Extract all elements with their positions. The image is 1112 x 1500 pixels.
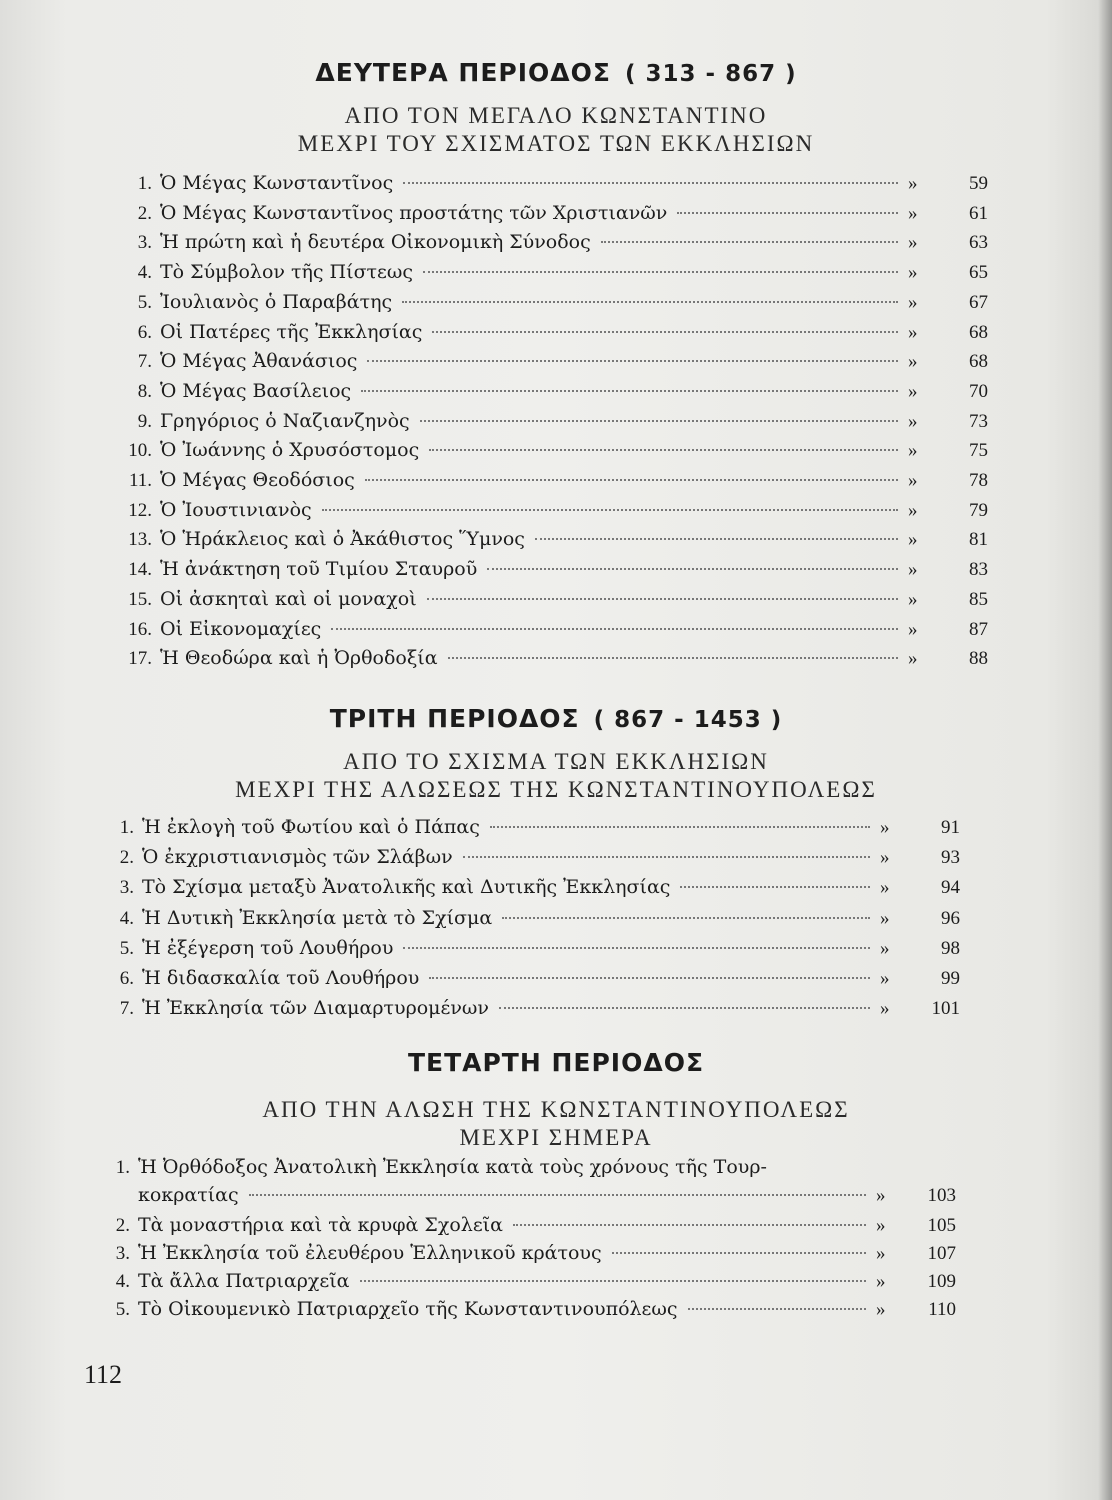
leader-dots [420,420,898,422]
entry-number: 17. [128,648,152,669]
ditto-mark: » [908,440,918,461]
leader-dots [487,568,898,570]
subtitle-line: ΑΠΟ ΤΗΝ ΑΛΩΣΗ ΤΗΣ ΚΩΝΣΤΑΝΤΙΝΟΥΠΟΛΕΩΣ [262,1097,850,1122]
period-subtitle [0,1096,1112,1152]
entry-title: Ὁ Ἡράκλειος καὶ ὁ Ἀκάθιστος Ὕμνος [160,528,525,550]
entry-number: 2. [115,1215,130,1236]
toc-entry [118,202,988,232]
period-title [0,58,1112,87]
entry-title: Ἡ Ἐκκλησία τῶν Διαμαρτυρομένων [142,997,489,1019]
ditto-mark: » [880,847,890,868]
leader-dots [403,947,870,949]
entry-page: 79 [969,500,988,521]
entry-number: 3. [115,1243,130,1264]
toc-entry [100,876,960,906]
entry-number: 14. [128,559,152,580]
entry-number: 7. [137,351,152,372]
ditto-mark: » [880,908,890,929]
leader-dots [331,628,898,630]
entry-number: 4. [137,262,152,283]
leader-dots [612,1252,866,1254]
entry-title: Ἡ Ὀρθόδοξος Ἀνατολικὴ Ἐκκλησία κατὰ τοὺς χρόνους τῆς Τουρ- [138,1156,767,1178]
toc-entry [118,321,988,351]
toc-entry [96,1156,856,1186]
leader-dots [403,182,898,184]
ditto-mark: » [880,968,890,989]
entry-page: 61 [969,203,988,224]
leader-dots [535,538,898,540]
toc-entry [96,1184,956,1214]
ditto-mark: » [908,351,918,372]
leader-dots [502,917,870,919]
leader-dots [423,271,898,273]
leader-dots [322,509,898,511]
entry-number: 15. [128,589,152,610]
entry-number: 1. [115,1157,130,1178]
toc-entry [100,907,960,937]
entry-page: 78 [969,470,988,491]
leader-dots [429,449,898,451]
ditto-mark: » [880,817,890,838]
entry-number: 5. [115,1299,130,1320]
ditto-mark: » [908,292,918,313]
toc-entry [118,410,988,440]
subtitle-line: ΑΠΟ ΤΟ ΣΧΙΣΜΑ ΤΩΝ ΕΚΚΛΗΣΙΩΝ [343,749,769,774]
entry-number: 3. [119,877,134,898]
ditto-mark: » [908,500,918,521]
entry-page: 87 [969,619,988,640]
entry-number: 6. [137,322,152,343]
period-title-text: ΤΕΤΑΡΤΗ ΠΕΡΙΟΔΟΣ [407,1048,705,1077]
leader-dots [601,241,898,243]
leader-dots [432,331,898,333]
entry-page: 110 [928,1299,956,1320]
period-range: ( 867 - 1453 ) [593,707,783,733]
entry-title-continued: κοκρατίας [138,1184,239,1206]
entry-page: 81 [969,529,988,550]
entry-title: Τὸ Σύμβολον τῆς Πίστεως [160,261,414,283]
ditto-mark: » [908,529,918,550]
entry-title: Ἰουλιανὸς ὁ Παραβάτης [160,291,393,313]
ditto-mark: » [908,381,918,402]
ditto-mark: » [908,648,918,669]
entry-title: Ἡ πρώτη καὶ ἡ δευτέρα Οἰκονομικὴ Σύνοδος [160,231,591,253]
ditto-mark: » [908,173,918,194]
entry-page: 93 [941,847,960,868]
leader-dots [677,212,898,214]
toc-entry [96,1242,956,1272]
entry-number: 4. [115,1271,130,1292]
leader-dots [490,826,870,828]
toc-entry [118,558,988,588]
subtitle-line: ΜΕΧΡΙ ΤΟΥ ΣΧΙΣΜΑΤΟΣ ΤΩΝ ΕΚΚΛΗΣΙΩΝ [297,131,815,156]
entry-page: 101 [931,998,960,1019]
toc-entry [118,618,988,648]
entry-number: 8. [137,381,152,402]
period-title-text: ΤΡΙΤΗ ΠΕΡΙΟΔΟΣ [329,704,580,733]
leader-dots [365,479,898,481]
entry-title: Ἡ ἐκλογὴ τοῦ Φωτίου καὶ ὁ Πάπας [142,816,480,838]
entry-page: 109 [927,1271,956,1292]
page-number: 112 [84,1360,123,1389]
toc-entry [118,588,988,618]
leader-dots [249,1194,866,1196]
entry-page: 91 [941,817,960,838]
entry-number: 2. [119,847,134,868]
period-title-text: ΔΕΥΤΕΡΑ ΠΕΡΙΟΔΟΣ [315,58,611,87]
ditto-mark: » [908,322,918,343]
entry-number: 5. [119,938,134,959]
ditto-mark: » [876,1185,886,1206]
leader-dots [429,977,870,979]
ditto-mark: » [908,619,918,640]
entry-number: 1. [119,817,134,838]
toc-entry [96,1298,956,1328]
entry-page: 75 [969,440,988,461]
entry-number: 9. [137,411,152,432]
ditto-mark: » [876,1243,886,1264]
entry-title: Ἡ ἐξέγερση τοῦ Λουθήρου [142,937,394,959]
leader-dots [360,1280,867,1282]
entry-page: 65 [969,262,988,283]
entry-title: Ἡ ἀνάκτηση τοῦ Τιμίου Σταυροῦ [160,558,478,580]
entry-page: 88 [969,648,988,669]
entry-title: Τὰ μοναστήρια καὶ τὰ κρυφὰ Σχολεῖα [138,1214,503,1236]
entry-title: Ἡ Θεοδώρα καὶ ἡ Ὀρθοδοξία [160,647,438,669]
entry-number: 4. [119,908,134,929]
entry-title: Ὁ Μέγας Κωνσταντῖνος [160,172,394,194]
toc-entry [96,1214,956,1244]
period-title [0,1048,1112,1077]
subtitle-line: ΜΕΧΡΙ ΣΗΜΕΡΑ [459,1125,653,1150]
toc-entry [100,816,960,846]
toc-entry [100,846,960,876]
entry-title: Ἡ Δυτικὴ Ἐκκλησία μετὰ τὸ Σχίσμα [142,907,493,929]
toc-entry [118,499,988,529]
ditto-mark: » [880,877,890,898]
period-title [0,704,1112,733]
toc-entry [100,997,960,1027]
period-subtitle [0,748,1112,804]
entry-number: 6. [119,968,134,989]
entry-page: 105 [927,1215,956,1236]
entry-number: 10. [128,440,152,461]
ditto-mark: » [908,411,918,432]
entry-page: 85 [969,589,988,610]
toc-entry [118,528,988,558]
entry-page: 107 [927,1243,956,1264]
ditto-mark: » [908,559,918,580]
entry-page: 94 [941,877,960,898]
entry-page: 70 [969,381,988,402]
entry-page: 68 [969,322,988,343]
ditto-mark: » [876,1299,886,1320]
entry-number: 3. [137,232,152,253]
period-range: ( 313 - 867 ) [624,61,797,87]
toc-entry [118,231,988,261]
toc-entry [118,172,988,202]
toc-entry [118,647,988,677]
entry-title: Ὁ Μέγας Θεοδόσιος [160,469,355,491]
entry-number: 11. [128,470,152,491]
period-subtitle [0,102,1112,158]
entry-number: 13. [128,529,152,550]
toc-entry [118,380,988,410]
entry-title: Ὁ Μέγας Κωνσταντῖνος προστάτης τῶν Χριστιανῶν [160,202,668,224]
entry-number: 16. [128,619,152,640]
entry-title: Ὁ Μέγας Βασίλειος [160,380,352,402]
entry-number: 12. [128,500,152,521]
entry-page: 83 [969,559,988,580]
entry-page: 99 [941,968,960,989]
entry-number: 5. [137,292,152,313]
entry-title: Γρηγόριος ὁ Ναζιανζηνὸς [160,410,410,432]
entry-number: 2. [137,203,152,224]
leader-dots [448,657,898,659]
entry-number: 7. [119,998,134,1019]
entry-title: Τὰ ἄλλα Πατριαρχεῖα [138,1270,350,1292]
entry-title: Ἡ διδασκαλία τοῦ Λουθήρου [142,967,420,989]
entry-title: Οἱ Πατέρες τῆς Ἐκκλησίας [160,321,423,343]
entry-page: 103 [927,1185,956,1206]
ditto-mark: » [876,1271,886,1292]
entry-title: Ὁ Ἰωάννης ὁ Χρυσόστομος [160,439,420,461]
toc-entry [100,967,960,997]
ditto-mark: » [908,262,918,283]
toc-entry [100,937,960,967]
entry-page: 73 [969,411,988,432]
ditto-mark: » [908,232,918,253]
entry-title: Οἱ Εἰκονομαχίες [160,618,322,640]
leader-dots [361,390,898,392]
entry-title: Ὁ Μέγας Ἀθανάσιος [160,350,358,372]
toc-entry [118,291,988,321]
entry-number: 1. [137,173,152,194]
entry-page: 59 [969,173,988,194]
toc-entry [118,439,988,469]
toc-entry [96,1270,956,1300]
page-edge-shadow [1098,0,1112,1500]
toc-entry [118,261,988,291]
entry-title: Οἱ ἀσκηταὶ καὶ οἱ μοναχοὶ [160,588,417,610]
ditto-mark: » [908,470,918,491]
entry-page: 96 [941,908,960,929]
ditto-mark: » [908,203,918,224]
ditto-mark: » [880,938,890,959]
leader-dots [688,1308,866,1310]
leader-dots [402,301,898,303]
leader-dots [427,598,898,600]
entry-title: Ὁ ἐκχριστιανισμὸς τῶν Σλάβων [142,846,453,868]
entry-page: 63 [969,232,988,253]
toc-entry [118,350,988,380]
entry-title: Τὸ Σχίσμα μεταξὺ Ἀνατολικῆς καὶ Δυτικῆς Ἐκκλησίας [142,876,671,898]
entry-title: Ὁ Ἰουστινιανὸς [160,499,312,521]
leader-dots [463,856,870,858]
toc-entry [118,469,988,499]
leader-dots [680,886,870,888]
entry-title: Τὸ Οἰκουμενικὸ Πατριαρχεῖο τῆς Κωνσταντινουπόλεως [138,1298,678,1320]
entry-page: 67 [969,292,988,313]
leader-dots [499,1007,870,1009]
ditto-mark: » [880,998,890,1019]
subtitle-line: ΜΕΧΡΙ ΤΗΣ ΑΛΩΣΕΩΣ ΤΗΣ ΚΩΝΣΤΑΝΤΙΝΟΥΠΟΛΕΩΣ [235,777,877,802]
subtitle-line: ΑΠΟ ΤΟΝ ΜΕΓΑΛΟ ΚΩΝΣΤΑΝΤΙΝΟ [344,103,768,128]
entry-title: Ἡ Ἐκκλησία τοῦ ἐλευθέρου Ἑλληνικοῦ κράτους [138,1242,602,1264]
leader-dots [367,360,898,362]
leader-dots [513,1224,866,1226]
entry-page: 98 [941,938,960,959]
ditto-mark: » [876,1215,886,1236]
ditto-mark: » [908,589,918,610]
entry-page: 68 [969,351,988,372]
